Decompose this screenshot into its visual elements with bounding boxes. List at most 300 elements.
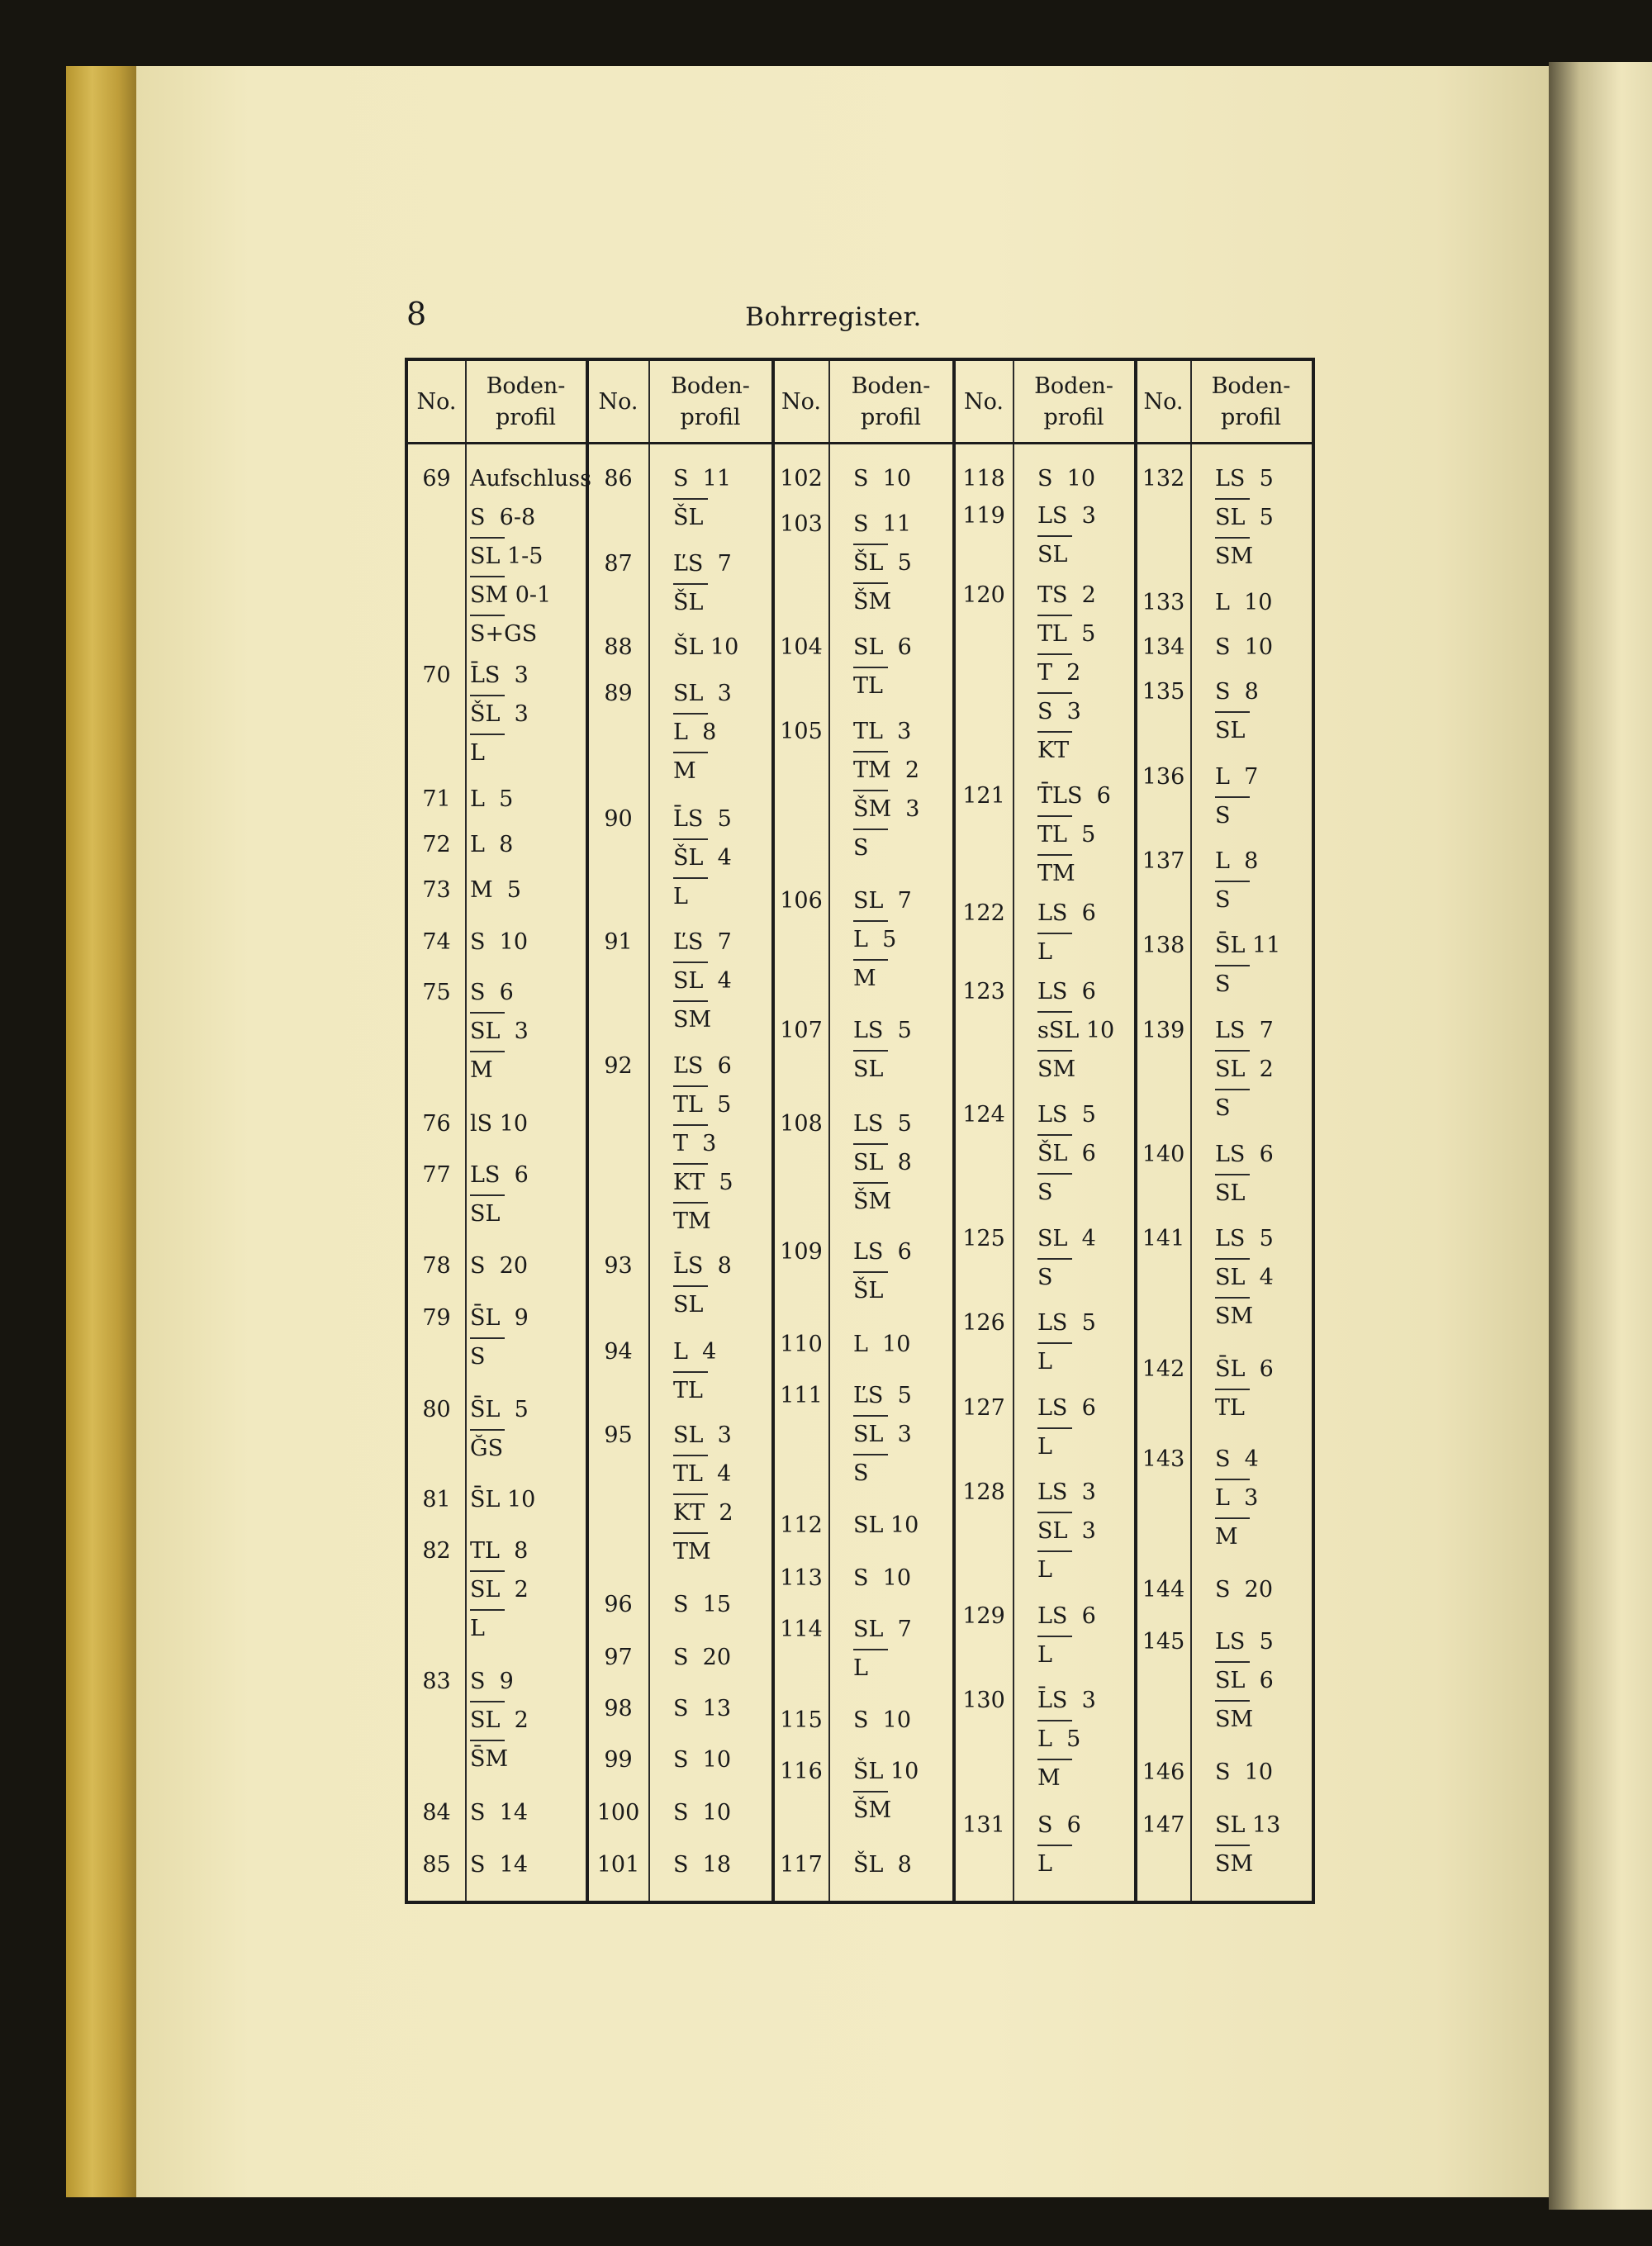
profile-column-header: Boden- profil [671,373,750,430]
soil-profile-line: S 18 [673,1852,732,1878]
soil-profile-line: S̄L 10 [470,1487,536,1512]
borehole-number: 110 [780,1332,823,1357]
layer-rule [853,751,888,753]
layer-rule [853,1050,888,1052]
soil-profile-line: TL [1215,1395,1245,1421]
soil-profile-line: LS 5 [1037,1310,1096,1336]
layer-rule [470,1701,505,1702]
borehole-number: 101 [596,1852,640,1878]
layer-rule [470,734,505,735]
layer-rule [673,877,708,879]
soil-profile-line: L [1037,1851,1052,1877]
soil-profile-line: LS 3 [1037,1479,1096,1505]
soil-profile-line: ĞS [470,1436,504,1461]
borehole-number: 97 [604,1645,633,1670]
soil-profile-line: S̄L 6 [1215,1356,1274,1382]
soil-profile-line: SL 13 [1215,1812,1281,1838]
layer-rule [853,1182,888,1184]
soil-profile-line: TM [1037,861,1075,886]
layer-rule [853,959,888,961]
no-column-header: No. [781,389,821,415]
soil-profile-line: LS 6 [470,1162,529,1188]
borehole-number: 109 [780,1239,823,1265]
layer-rule [853,829,888,830]
layer-rule [470,1051,505,1052]
layer-rule [1037,615,1072,616]
soil-profile-line: SL 6 [1215,1668,1274,1693]
borehole-number: 103 [780,511,823,537]
layer-rule [673,498,708,500]
layer-rule [1215,796,1250,798]
soil-profile-line: S [1215,803,1231,829]
layer-rule [470,1194,505,1196]
soil-profile-line: SL 6 [853,634,912,660]
soil-profile-line: SL 7 [853,888,912,914]
soil-profile-line: SM [673,1007,712,1033]
layer-rule [853,1271,888,1273]
layer-rule [470,695,505,696]
no-column-header: No. [598,389,638,415]
layer-rule [1215,1845,1250,1846]
layer-rule [1215,1258,1250,1260]
borehole-number: 134 [1142,634,1185,660]
borehole-number: 135 [1142,679,1185,705]
layer-rule [1037,1759,1072,1760]
soil-profile-line: SL 4 [1215,1265,1274,1290]
column-rule [828,361,830,1901]
borehole-number: 118 [962,466,1005,491]
borehole-number: 146 [1142,1759,1185,1785]
borehole-number: 123 [962,979,1005,1004]
layer-rule [673,583,708,585]
soil-profile-line: S 20 [673,1645,732,1670]
layer-rule [853,1415,888,1417]
borehole-number: 120 [962,582,1005,608]
borehole-number: 136 [1142,764,1185,790]
borehole-number: 98 [604,1696,633,1721]
soil-profile-line: LS 5 [853,1018,912,1043]
layer-rule [470,1570,505,1572]
layer-rule [673,1532,708,1534]
borehole-number: 140 [1142,1142,1185,1167]
borehole-number: 104 [780,634,823,660]
soil-profile-line: S 15 [673,1592,732,1617]
soil-profile-line: TS 2 [1037,582,1096,608]
soil-profile-line: S 20 [1215,1577,1274,1603]
borehole-number: 105 [780,719,823,744]
soil-profile-line: SL 2 [1215,1057,1274,1082]
borehole-number: 132 [1142,466,1185,491]
layer-rule [853,1454,888,1455]
soil-profile-line: Aufschluss [470,466,591,491]
layer-rule [1037,815,1072,817]
soil-profile-line: M [673,758,696,784]
borehole-number: 116 [780,1759,823,1784]
layer-rule [1037,1134,1072,1136]
layer-rule [673,962,708,963]
soil-profile-line: S 6 [1037,1812,1081,1838]
borehole-number: 137 [1142,848,1185,874]
soil-profile-line: SL [1215,1180,1246,1206]
soil-profile-line: S [1037,1265,1053,1290]
borehole-number: 72 [422,832,451,857]
layer-rule [1215,711,1250,713]
soil-profile-line: M [1215,1524,1238,1550]
soil-profile-line: SL 8 [853,1150,912,1175]
soil-profile-line: ŠL 10 [673,634,739,660]
soil-profile-line: S [470,1344,486,1370]
adjacent-page-edge [1549,62,1652,2210]
soil-profile-line: SL [853,1057,884,1082]
borehole-number: 102 [780,466,823,491]
soil-profile-line: TL 4 [673,1461,732,1487]
borehole-number: 119 [962,503,1005,529]
soil-profile-line: S [853,835,869,861]
soil-profile-line: ŠM [853,1189,892,1214]
layer-rule [1037,1720,1072,1721]
borehole-number: 147 [1142,1812,1185,1838]
soil-profile-line: LS 7 [1215,1018,1274,1043]
soil-profile-line: ŠM [853,1797,892,1823]
soil-profile-line: SL 2 [470,1707,529,1733]
soil-profile-line: LS 6 [1037,1395,1096,1421]
layer-rule [1215,1389,1250,1390]
borehole-number: 88 [604,634,633,660]
page-number: 8 [406,296,427,332]
soil-profile-line: L 5 [853,927,897,952]
soil-profile-line: S̄M [470,1746,509,1772]
soil-profile-line: L 3 [1215,1485,1259,1511]
borehole-number: 114 [780,1617,823,1642]
layer-rule [1215,1661,1250,1663]
soil-profile-line: LS 6 [853,1239,912,1265]
soil-profile-line: sSL 10 [1037,1018,1115,1043]
layer-rule [470,1337,505,1339]
layer-rule [1037,692,1072,694]
soil-profile-line: L 10 [853,1332,911,1357]
soil-profile-line: S 10 [470,929,529,955]
soil-profile-line: SM [1215,1851,1254,1877]
column-rule [1013,361,1014,1901]
layer-rule [673,1163,708,1165]
borehole-number: 90 [604,806,633,832]
soil-profile-line: TL 5 [1037,822,1096,848]
layer-rule [1037,1011,1072,1013]
soil-profile-line: ŠL 10 [853,1759,919,1784]
soil-profile-line: LS 6 [1037,979,1096,1004]
soil-profile-line: S 6 [470,980,514,1005]
soil-profile-line: S 8 [1215,679,1259,705]
soil-profile-line: SL 3 [1037,1518,1096,1544]
soil-profile-line: SM [1215,544,1254,569]
soil-profile-line: TL 5 [673,1092,732,1118]
soil-profile-line: TL 3 [853,719,912,744]
borehole-number: 129 [962,1603,1005,1629]
layer-rule [1037,854,1072,856]
soil-profile-line: SL 3 [673,1422,732,1448]
soil-profile-line: TL [853,673,883,699]
soil-profile-line: SL 4 [673,968,732,994]
borehole-number: 131 [962,1812,1005,1838]
borehole-number: 117 [780,1852,823,1878]
soil-profile-line: T̄LS 6 [1037,783,1111,809]
soil-profile-line: T 2 [1037,660,1081,686]
borehole-number: 93 [604,1253,633,1279]
layer-rule [1037,1845,1072,1846]
soil-profile-line: M [470,1057,493,1083]
layer-rule [1037,1636,1072,1637]
borehole-number: 95 [604,1422,633,1448]
soil-profile-line: S 10 [853,466,912,491]
soil-profile-line: SL 5 [1215,505,1274,530]
soil-profile-line: ŠM 3 [853,796,920,822]
soil-profile-line: S [1215,971,1231,997]
column-rule [1190,361,1192,1901]
soil-profile-line: S 10 [853,1707,912,1733]
soil-profile-line: ĽS 6 [673,1053,732,1079]
layer-rule [470,576,505,577]
soil-profile-line: SM 0-1 [470,582,552,608]
borehole-number: 139 [1142,1018,1185,1043]
soil-profile-line: ŠM [853,589,892,615]
borehole-number: 83 [422,1669,451,1694]
soil-profile-line: TL [673,1378,703,1403]
borehole-number: 126 [962,1310,1005,1336]
soil-profile-line: L [1037,1434,1052,1460]
soil-profile-line: LS 3 [1037,503,1096,529]
soil-profile-line: ŠL 5 [853,550,912,576]
soil-profile-line: T 3 [673,1131,717,1156]
no-column-header: No. [1143,389,1184,415]
borehole-number: 92 [604,1053,633,1079]
soil-profile-line: L̄S 8 [673,1253,732,1279]
layer-rule [673,1000,708,1002]
soil-profile-line: LS 5 [1037,1102,1096,1128]
borehole-number: 86 [604,466,633,491]
layer-rule [673,1493,708,1495]
layer-rule [853,667,888,668]
soil-profile-line: ĽS 7 [673,551,732,577]
soil-profile-line: L 8 [673,719,717,745]
soil-profile-line: KT [1037,738,1070,763]
soil-profile-line: S 13 [673,1696,732,1721]
borehole-number: 122 [962,900,1005,926]
soil-profile-line: ĽS 5 [853,1383,912,1408]
soil-profile-line: S 11 [673,466,732,491]
soil-profile-line: L 5 [470,786,514,812]
borehole-number: 144 [1142,1577,1185,1603]
soil-profile-line: S 10 [1037,466,1096,491]
layer-rule [1037,653,1072,655]
layer-rule [673,713,708,715]
soil-profile-line: LS 5 [1215,466,1274,491]
layer-rule [470,615,505,616]
borehole-number: 111 [780,1383,823,1408]
borehole-number: 94 [604,1339,633,1365]
layer-rule [1037,731,1072,733]
borehole-number: 143 [1142,1446,1185,1472]
layer-rule [1215,498,1250,500]
borehole-number: 125 [962,1226,1005,1251]
soil-profile-line: SM [1037,1057,1076,1082]
layer-rule [1215,965,1250,966]
soil-profile-line: LS 6 [1037,1603,1096,1629]
soil-profile-line: LS 6 [1037,900,1096,926]
soil-profile-line: L 4 [673,1339,717,1365]
layer-rule [853,920,888,922]
soil-profile-line: TM [673,1539,711,1565]
soil-profile-line: S [853,1460,869,1486]
layer-rule [673,1371,708,1373]
borehole-number: 84 [422,1800,451,1826]
borehole-number: 78 [422,1253,451,1279]
layer-rule [673,838,708,840]
soil-profile-line: S 10 [673,1747,732,1773]
soil-profile-line: S [1037,1180,1053,1205]
borehole-number: 115 [780,1707,823,1733]
soil-profile-line: L 8 [470,832,514,857]
soil-profile-line: S [1215,1095,1231,1121]
layer-rule [1037,1050,1072,1052]
borehole-number: 82 [422,1538,451,1564]
soil-profile-line: S 11 [853,511,912,537]
borehole-number: 141 [1142,1226,1185,1251]
running-head: Bohrregister. [745,302,922,332]
borehole-number: 133 [1142,590,1185,615]
soil-profile-line: SL [1215,718,1246,743]
soil-profile-line: SL 2 [470,1577,529,1603]
soil-profile-line: L̄S 5 [673,806,732,832]
borehole-number: 80 [422,1397,451,1422]
soil-profile-line: ŠL [673,505,704,530]
soil-profile-line: L̄S 3 [470,662,529,688]
borehole-number: 112 [780,1512,823,1538]
profile-column-header: Boden- profil [1211,373,1291,430]
soil-profile-line: SM [1215,1303,1254,1329]
soil-profile-line: M [853,966,876,991]
borehole-number: 100 [596,1800,640,1826]
soil-profile-line: SL 4 [1037,1226,1096,1251]
borehole-number: 76 [422,1111,451,1137]
soil-profile-line: ŠL 8 [853,1852,912,1878]
soil-profile-line: SL 3 [470,1019,529,1044]
soil-profile-line: SL 3 [673,681,732,706]
borehole-number: 81 [422,1487,451,1512]
profile-column-header: Boden- profil [851,373,931,430]
borehole-number: 107 [780,1018,823,1043]
soil-profile-line: S 4 [1215,1446,1259,1472]
layer-rule [853,1791,888,1793]
layer-rule [673,1455,708,1456]
layer-rule [673,1285,708,1287]
borehole-number: 70 [422,662,451,688]
no-column-header: No. [416,389,457,415]
soil-profile-line: M 5 [470,877,521,903]
soil-profile-line: SL [673,1292,704,1318]
soil-profile-line: SL 3 [853,1422,912,1447]
layer-rule [1215,1174,1250,1175]
soil-profile-line: L 5 [1037,1726,1081,1752]
book-edge [66,66,140,2197]
soil-profile-line: L 7 [1215,764,1259,790]
layer-rule [1215,1089,1250,1090]
layer-rule [1215,1297,1250,1299]
borehole-number: 124 [962,1102,1005,1128]
borehole-number: 74 [422,929,451,955]
soil-profile-line: L [673,884,688,909]
layer-rule [673,1124,708,1126]
soil-profile-line: ŠL [673,590,704,615]
layer-rule [1037,1258,1072,1260]
soil-profile-line: L [1037,939,1052,965]
layer-rule [673,1085,708,1087]
soil-profile-line: L 10 [1215,590,1273,615]
layer-rule [1037,1550,1072,1552]
borehole-number: 130 [962,1688,1005,1713]
soil-profile-line: ŠL 4 [673,845,732,871]
soil-profile-line: SL 7 [853,1617,912,1642]
layer-rule [673,752,708,753]
borehole-number: 99 [604,1747,633,1773]
soil-profile-line: SL [470,1201,501,1227]
borehole-number: 142 [1142,1356,1185,1382]
borehole-number: 96 [604,1592,633,1617]
borehole-number: 87 [604,551,633,577]
soil-profile-line: ŠL [853,1278,884,1303]
borehole-number: 75 [422,980,451,1005]
layer-rule [1037,933,1072,934]
soil-profile-line: L [470,740,485,766]
soil-profile-line: S̄L 5 [470,1397,529,1422]
soil-profile-line: LS 5 [853,1111,912,1137]
borehole-number: 121 [962,783,1005,809]
soil-profile-line: S 6-8 [470,505,536,530]
borehole-number: 79 [422,1305,451,1331]
soil-profile-line: TM 2 [853,757,919,783]
soil-profile-line: L [1037,1642,1052,1668]
layer-rule [1215,1479,1250,1480]
borehole-number: 77 [422,1162,451,1188]
soil-profile-line: L 8 [1215,848,1259,874]
borehole-number: 85 [422,1852,451,1878]
layer-rule [853,1143,888,1145]
layer-rule [1037,1173,1072,1175]
borehole-number: 113 [780,1565,823,1591]
soil-profile-line: lS 10 [470,1111,529,1137]
soil-profile-line: TM [673,1208,711,1234]
soil-profile-line: S [1215,887,1231,913]
soil-profile-line: S 14 [470,1800,529,1826]
soil-profile-line: S 10 [1215,634,1274,660]
soil-profile-line: L̄S 3 [1037,1688,1096,1713]
borehole-number: 138 [1142,933,1185,958]
soil-profile-line: LS 5 [1215,1629,1274,1655]
soil-profile-line: KT 5 [673,1170,733,1195]
layer-rule [673,1202,708,1204]
soil-profile-line: L [470,1616,485,1641]
soil-profile-line: L [1037,1349,1052,1375]
soil-profile-line: L [853,1655,868,1681]
layer-rule [1037,1512,1072,1513]
layer-rule [1215,537,1250,539]
soil-profile-line: S̄L 11 [1215,933,1281,958]
borehole-number: 89 [604,681,633,706]
borehole-number: 71 [422,786,451,812]
layer-rule [853,1649,888,1650]
column-rule [465,361,467,1901]
soil-profile-line: S̄L 9 [470,1305,529,1331]
soil-profile-line: S 10 [853,1565,912,1591]
